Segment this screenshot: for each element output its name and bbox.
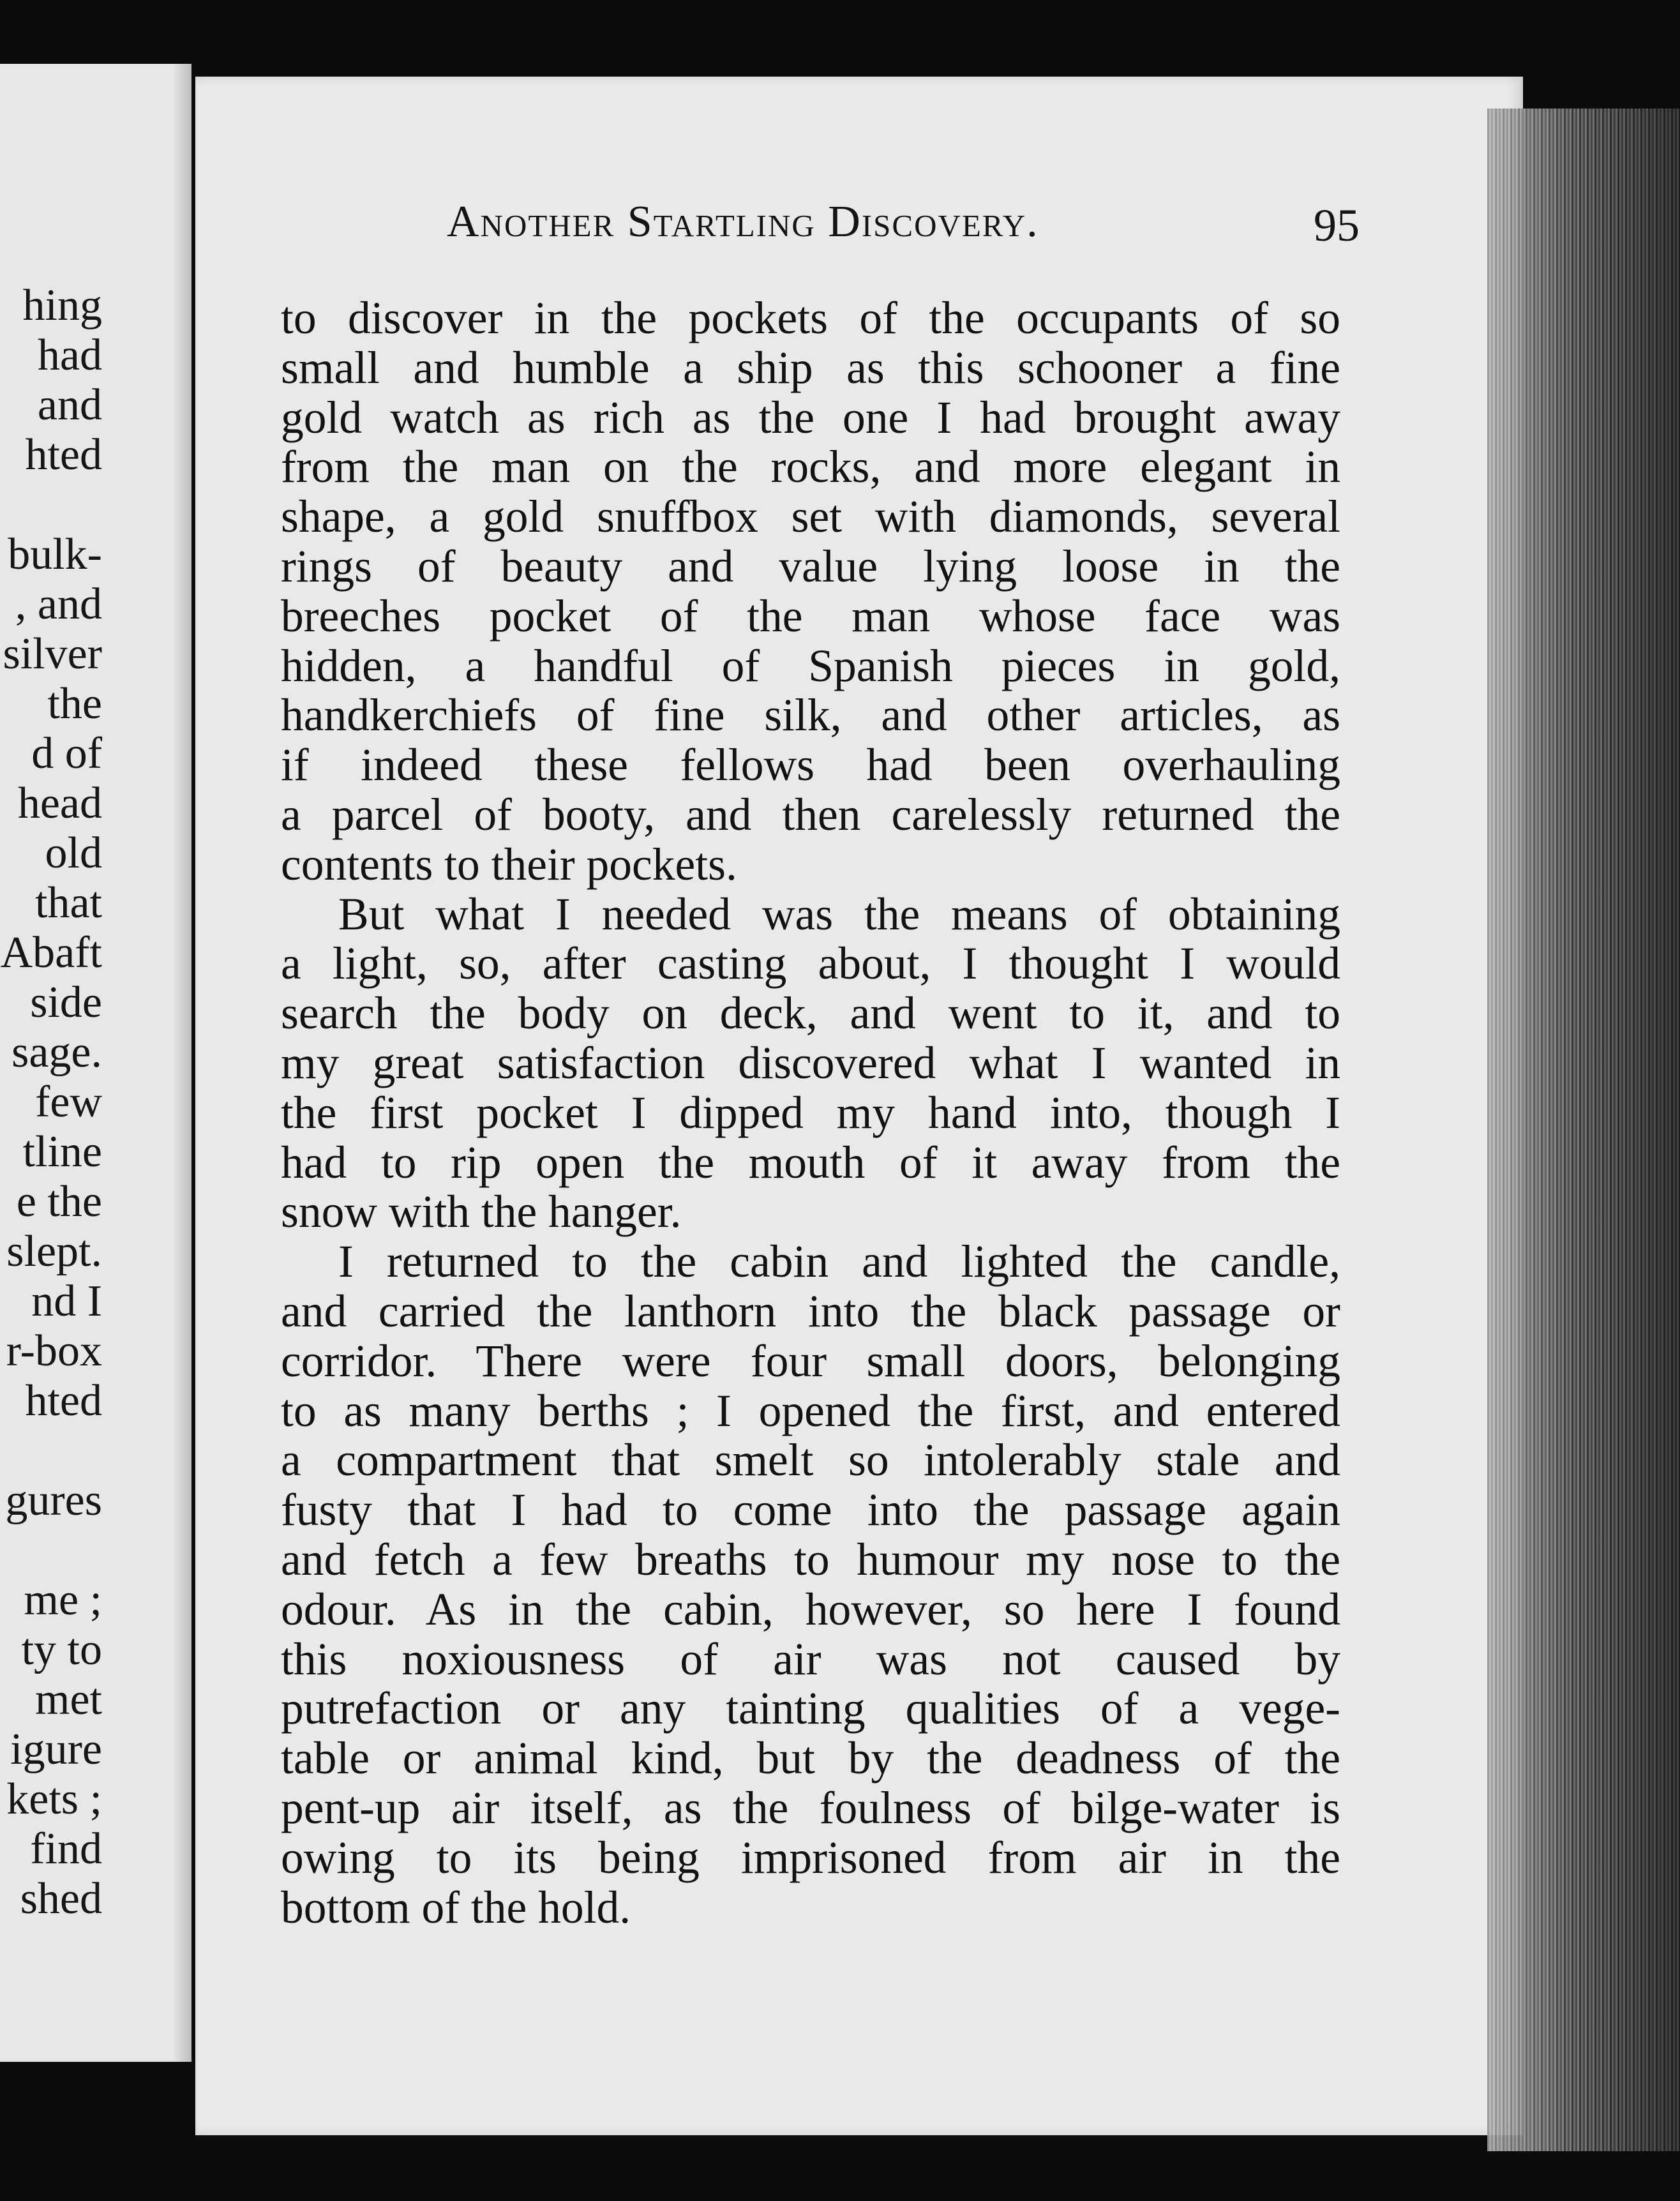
text-line: bottom of the hold. bbox=[281, 1882, 631, 1933]
left-page-fragment: hted bbox=[25, 1376, 102, 1425]
left-page-fragment: silver bbox=[3, 629, 102, 679]
text-line: a parcel of booty, and then carelessly returned the bbox=[281, 789, 1340, 840]
text-line: gold watch as rich as the one I had brought away bbox=[281, 392, 1340, 443]
text-line: fusty that I had to come into the passage again bbox=[281, 1485, 1340, 1536]
left-page-fragment: side bbox=[30, 978, 102, 1027]
text-line: breeches pocket of the man whose face was bbox=[281, 590, 1340, 642]
left-page-fragment: hted bbox=[25, 430, 102, 479]
left-page-fragment bbox=[0, 480, 102, 530]
left-page bbox=[0, 64, 191, 2062]
left-page-fragment: nd I bbox=[31, 1277, 102, 1326]
text-line: and fetch a few breaths to humour my nose to the bbox=[281, 1534, 1340, 1585]
text-line: contents to their pockets. bbox=[281, 839, 737, 890]
left-page-fragment: d of bbox=[31, 729, 102, 778]
left-page-fragment: kets ; bbox=[6, 1775, 102, 1824]
text-line: pent-up air itself, as the foulness of bilge-water is bbox=[281, 1782, 1340, 1833]
text-line: snow with the hanger. bbox=[281, 1187, 682, 1238]
text-line: But what I needed was the means of obtaining bbox=[338, 889, 1340, 940]
left-page-gutter bbox=[172, 64, 191, 2062]
left-page-fragment: bulk- bbox=[8, 530, 102, 579]
left-page-fragment: that bbox=[35, 878, 102, 928]
text-line: a light, so, after casting about, I thought I would bbox=[281, 938, 1340, 989]
left-page-fragment: met bbox=[35, 1675, 102, 1724]
left-page-fragment: tline bbox=[22, 1127, 102, 1176]
left-page-fragment: r-box bbox=[6, 1326, 102, 1376]
left-page-fragment: gures bbox=[5, 1476, 102, 1525]
left-page-fragment bbox=[0, 1426, 102, 1476]
left-page-fragment: had bbox=[37, 331, 102, 380]
text-line: and carried the lanthorn into the black passage or bbox=[281, 1286, 1340, 1337]
left-page-fragment: Abaft bbox=[0, 928, 102, 977]
text-line: this noxiousness of air was not caused by bbox=[281, 1634, 1340, 1685]
text-line: my great satisfaction discovered what I wanted in bbox=[281, 1037, 1340, 1088]
text-line: table or animal kind, but by the deadness of the bbox=[281, 1733, 1340, 1784]
left-page-fragment: e the bbox=[16, 1177, 102, 1226]
text-line: I returned to the cabin and lighted the candle, bbox=[338, 1236, 1340, 1288]
text-line: putrefaction or any tainting qualities of a vege- bbox=[281, 1683, 1340, 1734]
left-page-fragment: igure bbox=[10, 1725, 102, 1774]
left-page-fragment: ty to bbox=[21, 1625, 102, 1674]
paragraph bbox=[281, 890, 1340, 1238]
text-line: shape, a gold snuffbox set with diamonds, several bbox=[281, 492, 1340, 543]
left-page-fragment: slept. bbox=[6, 1227, 102, 1276]
left-page-fragment: hing bbox=[22, 281, 102, 330]
left-page-fragment: find bbox=[30, 1824, 102, 1874]
left-page-fragment: and bbox=[37, 380, 102, 430]
text-line: handkerchiefs of fine silk, and other articles, as bbox=[281, 690, 1340, 741]
paragraph bbox=[281, 294, 1340, 890]
body-text bbox=[281, 294, 1340, 1932]
left-page-fragment: the bbox=[47, 679, 102, 728]
text-line: hidden, a handful of Spanish pieces in gold, bbox=[281, 640, 1340, 691]
text-line: odour. As in the cabin, however, so here I found bbox=[281, 1584, 1340, 1635]
text-line: corridor. There were four small doors, belonging bbox=[281, 1335, 1340, 1386]
left-page-text-fragments bbox=[0, 281, 102, 1924]
page-edge-stack bbox=[1487, 109, 1680, 2151]
left-page-fragment: sage. bbox=[11, 1028, 102, 1077]
page-number: 95 bbox=[1314, 200, 1360, 251]
text-line: if indeed these fellows had been overhauling bbox=[281, 740, 1340, 791]
left-page-fragment: head bbox=[17, 779, 102, 828]
text-line: to as many berths ; I opened the first, and entered bbox=[281, 1385, 1340, 1436]
left-page-fragment bbox=[0, 1526, 102, 1575]
running-head: Another Startling Discovery. bbox=[447, 197, 1039, 246]
left-page-fragment: old bbox=[45, 829, 102, 878]
text-line: small and humble a ship as this schooner a fine bbox=[281, 342, 1340, 393]
left-page-fragment: shed bbox=[20, 1874, 102, 1923]
text-line: rings of beauty and value lying loose in the bbox=[281, 541, 1340, 592]
left-page-fragment: few bbox=[35, 1078, 102, 1127]
text-line: search the body on deck, and went to it, and to bbox=[281, 988, 1340, 1039]
paragraph bbox=[281, 1237, 1340, 1932]
text-line: owing to its being imprisoned from air in the bbox=[281, 1832, 1340, 1883]
left-page-fragment: , and bbox=[15, 580, 102, 629]
text-line: to discover in the pockets of the occupants of so bbox=[281, 293, 1340, 343]
text-line: a compartment that smelt so intolerably stale and bbox=[281, 1435, 1340, 1486]
text-line: had to rip open the mouth of it away from the bbox=[281, 1137, 1340, 1188]
text-line: from the man on the rocks, and more elegant in bbox=[281, 442, 1340, 493]
left-page-fragment: me ; bbox=[24, 1575, 102, 1625]
text-line: the first pocket I dipped my hand into, though I bbox=[281, 1087, 1340, 1138]
